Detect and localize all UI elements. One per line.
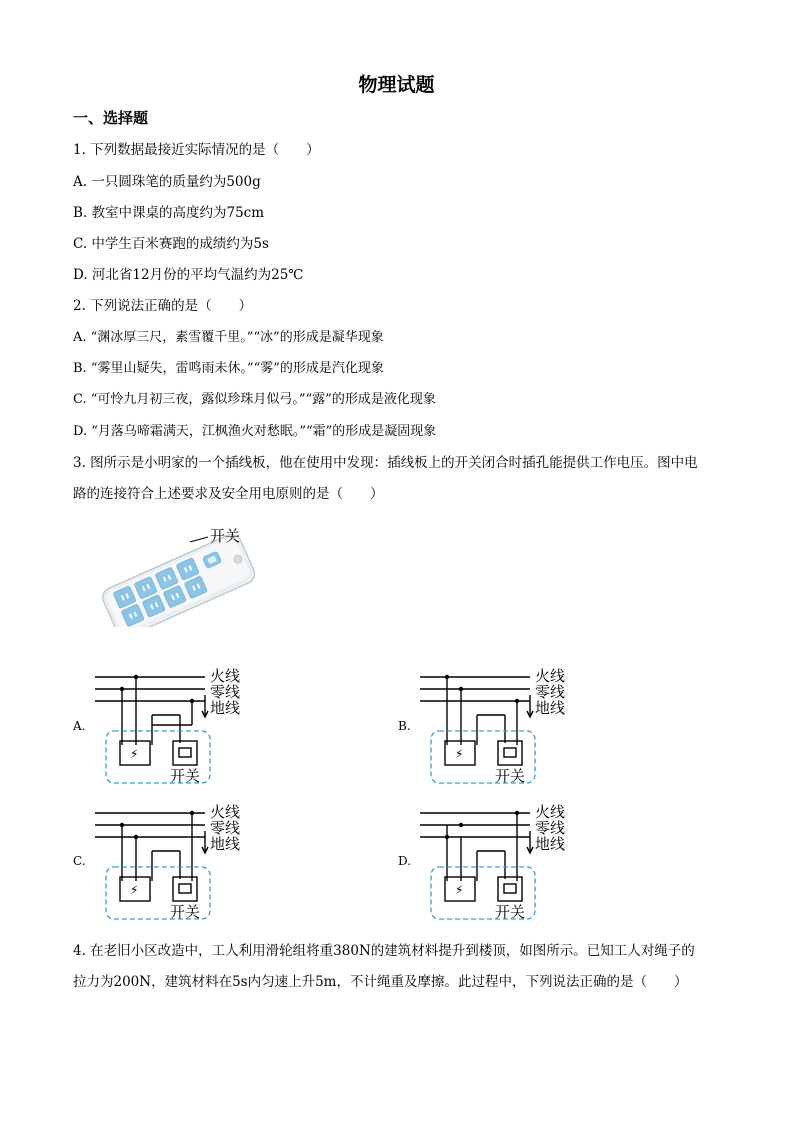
- svg-text:⚡: ⚡: [130, 883, 139, 897]
- switch-label: 开关: [495, 903, 526, 921]
- wire-label-ground: 地线: [210, 835, 241, 853]
- q4-stem-line2: 拉力为200N，建筑材料在5s内匀速上升5m，不计绳重及摩擦。此过程中，下列说法正确的是（ ）: [73, 974, 688, 990]
- wire-label-neutral: 零线: [210, 819, 241, 837]
- wire-label-live: 火线: [210, 667, 241, 685]
- q2-option-d: D. “月落乌啼霜满天，江枫渔火对愁眠。”“霜”的形成是凝固现象: [73, 424, 437, 439]
- diagram-label-c: C.: [73, 854, 86, 868]
- q1-option-a: A. 一只圆珠笔的质量约为500g: [73, 174, 261, 190]
- svg-text:⚡: ⚡: [455, 883, 464, 897]
- wire-label-ground: 地线: [210, 699, 241, 717]
- q1-stem: 1. 下列数据最接近实际情况的是（ ）: [73, 142, 320, 158]
- switch-label: 开关: [495, 767, 526, 785]
- diagram-label-d: D.: [398, 854, 412, 868]
- switch-label: 开关: [170, 767, 201, 785]
- section-heading: 一、选择题: [73, 109, 149, 127]
- wire-label-live: 火线: [535, 803, 566, 821]
- wire-label-live: 火线: [210, 803, 241, 821]
- q1-option-c: C. 中学生百米赛跑的成绩约为5s: [73, 236, 269, 252]
- circuit-diagram-c: [92, 801, 252, 921]
- wire-label-neutral: 零线: [210, 683, 241, 701]
- wire-label-neutral: 零线: [535, 819, 566, 837]
- page-title: 物理试题: [358, 74, 435, 96]
- circuit-diagram-a: [92, 665, 252, 785]
- power-strip-image: [92, 522, 262, 627]
- q4-stem-line1: 4. 在老旧小区改造中，工人利用滑轮组将重380N的建筑材料提升到楼顶，如图所示。已知工人对绳子的: [73, 943, 695, 959]
- svg-text:⚡: ⚡: [130, 747, 139, 761]
- svg-text:⚡: ⚡: [455, 747, 464, 761]
- q2-option-a: A. “渊冰厚三尺，素雪覆千里。”“冰”的形成是凝华现象: [73, 330, 384, 345]
- q3-stem-line2: 路的连接符合上述要求及安全用电原则的是（ ）: [73, 486, 384, 502]
- switch-label-photo: 开关: [210, 527, 241, 545]
- switch-label: 开关: [170, 903, 201, 921]
- circuit-diagram-d: [417, 801, 577, 921]
- q3-stem-line1: 3. 图所示是小明家的一个插线板，他在使用中发现：插线板上的开关闭合时插孔能提供工作电压。图中电: [73, 455, 698, 471]
- q2-option-c: C. “可怜九月初三夜，露似珍珠月似弓。”“露”的形成是液化现象: [73, 392, 436, 407]
- q2-stem: 2. 下列说法正确的是（ ）: [73, 298, 253, 314]
- wire-label-neutral: 零线: [535, 683, 566, 701]
- q1-option-d: D. 河北省12月份的平均气温约为25℃: [73, 267, 304, 283]
- circuit-diagram-b: [417, 665, 577, 785]
- q1-option-b: B. 教室中课桌的高度约为75cm: [73, 205, 265, 221]
- wire-label-ground: 地线: [535, 699, 566, 717]
- wire-label-ground: 地线: [535, 835, 566, 853]
- q2-option-b: B. “雾里山疑失，雷鸣雨未休。”“雾”的形成是汽化现象: [73, 361, 384, 376]
- diagram-label-a: A.: [73, 719, 86, 733]
- wire-label-live: 火线: [535, 667, 566, 685]
- diagram-label-b: B.: [398, 719, 411, 733]
